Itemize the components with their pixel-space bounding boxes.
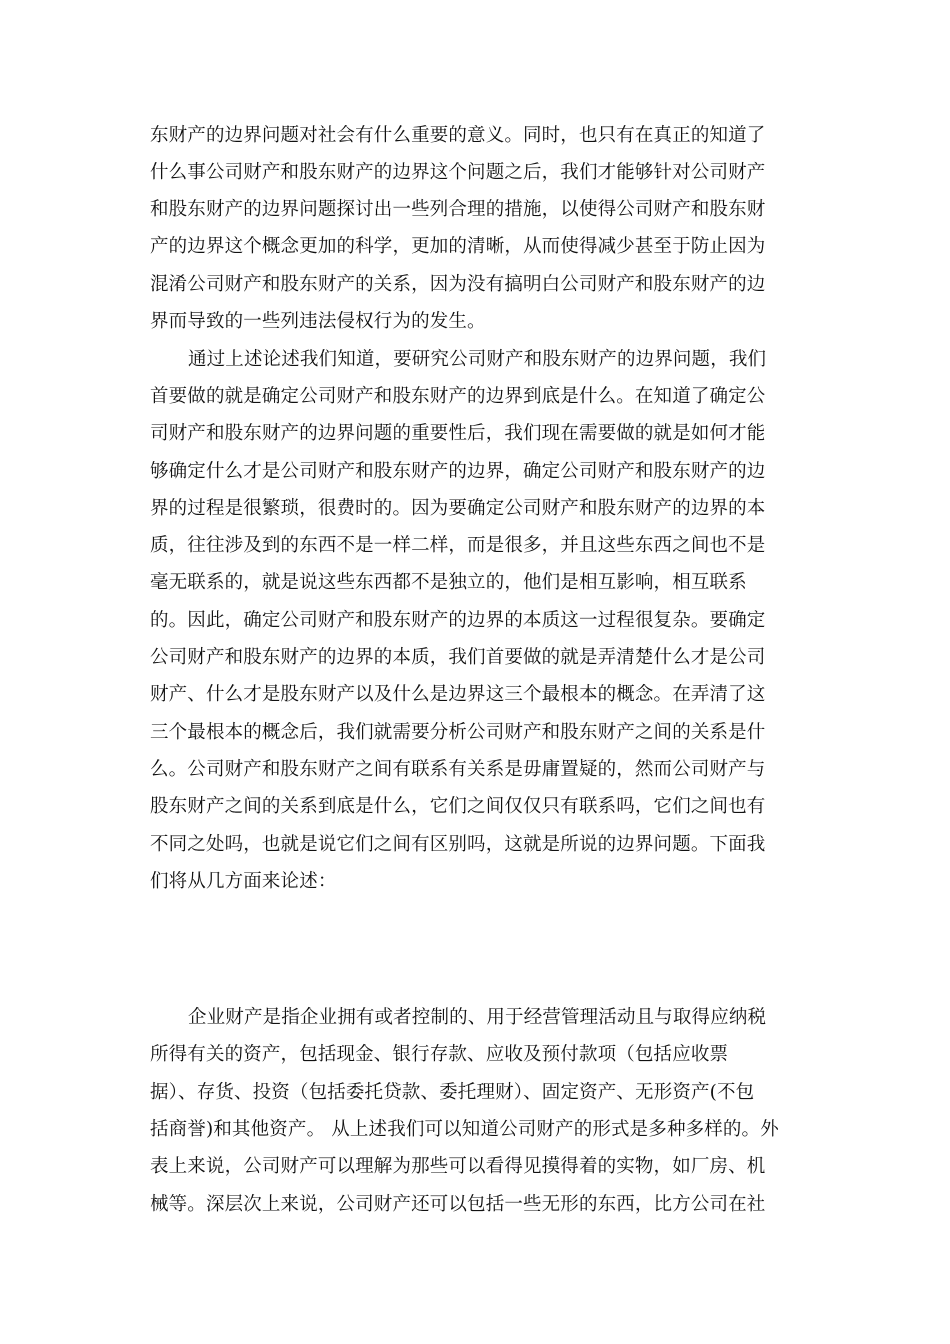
p2-line-2: 首要做的就是确定公司财产和股东财产的边界到底是什么。在知道了确定公 [150, 386, 766, 407]
p2-line-8: 的。因此，确定公司财产和股东财产的边界的本质这一过程很复杂。要确定 [150, 610, 766, 631]
p3-line-2: 所得有关的资产，包括现金、银行存款、应收及预付款项（包括应收票 [150, 1044, 729, 1065]
p1-line-1: 东财产的边界问题对社会有什么重要的意义。同时，也只有在真正的知道了 [150, 125, 766, 146]
p1-line-6: 界而导致的一些列违法侵权行为的发生。 [150, 311, 486, 332]
p3-line-3: 据）、存货、投资（包括委托贷款、委托理财）、固定资产、无形资产(不包 [150, 1082, 755, 1103]
p2-line-7: 毫无联系的，就是说这些东西都不是独立的，他们是相互影响，相互联系 [150, 572, 747, 593]
p2-line-1: 通过上述论述我们知道，要研究公司财产和股东财产的边界问题，我们 [188, 349, 767, 370]
p2-line-14: 不同之处吗，也就是说它们之间有区别吗，这就是所说的边界问题。下面我 [150, 834, 766, 855]
p1-line-3: 和股东财产的边界问题探讨出一些列合理的措施，以使得公司财产和股东财 [150, 199, 766, 220]
p1-line-4: 产的边界这个概念更加的科学，更加的清晰，从而使得减少甚至于防止因为 [150, 236, 766, 257]
p2-line-9: 公司财产和股东财产的边界的本质，我们首要做的就是弄清楚什么才是公司 [150, 647, 766, 668]
p2-line-12: 么。公司财产和股东财产之间有联系有关系是毋庸置疑的，然而公司财产与 [150, 759, 766, 780]
p2-line-15: 们将从几方面来论述： [150, 871, 337, 892]
p2-line-11: 三个最根本的概念后，我们就需要分析公司财产和股东财产之间的关系是什 [150, 722, 766, 743]
p3-line-1: 企业财产是指企业拥有或者控制的、用于经营管理活动且与取得应纳税 [188, 1007, 767, 1028]
p2-line-10: 财产、什么才是股东财产以及什么是边界这三个最根本的概念。在弄清了这 [150, 684, 766, 705]
p3-line-5: 表上来说，公司财产可以理解为那些可以看得见摸得着的实物，如厂房、机 [150, 1156, 766, 1177]
p2-line-5: 界的过程是很繁琐，很费时的。因为要确定公司财产和股东财产的边界的本 [150, 498, 766, 519]
p3-line-6: 械等。深层次上来说，公司财产还可以包括一些无形的东西，比方公司在社 [150, 1194, 766, 1215]
p2-line-13: 股东财产之间的关系到底是什么，它们之间仅仅只有联系吗，它们之间也有 [150, 796, 766, 817]
p2-line-4: 够确定什么才是公司财产和股东财产的边界，确定公司财产和股东财产的边 [150, 461, 766, 482]
p3-line-4: 括商誉)和其他资产。 从上述我们可以知道公司财产的形式是多种多样的。外 [150, 1119, 779, 1140]
p2-line-3: 司财产和股东财产的边界问题的重要性后，我们现在需要做的就是如何才能 [150, 423, 766, 444]
p1-line-5: 混淆公司财产和股东财产的关系，因为没有搞明白公司财产和股东财产的边 [150, 274, 766, 295]
p1-line-2: 什么事公司财产和股东财产的边界这个问题之后，我们才能够针对公司财产 [150, 162, 766, 183]
p2-line-6: 质，往往涉及到的东西不是一样二样，而是很多，并且这些东西之间也不是 [150, 535, 766, 556]
